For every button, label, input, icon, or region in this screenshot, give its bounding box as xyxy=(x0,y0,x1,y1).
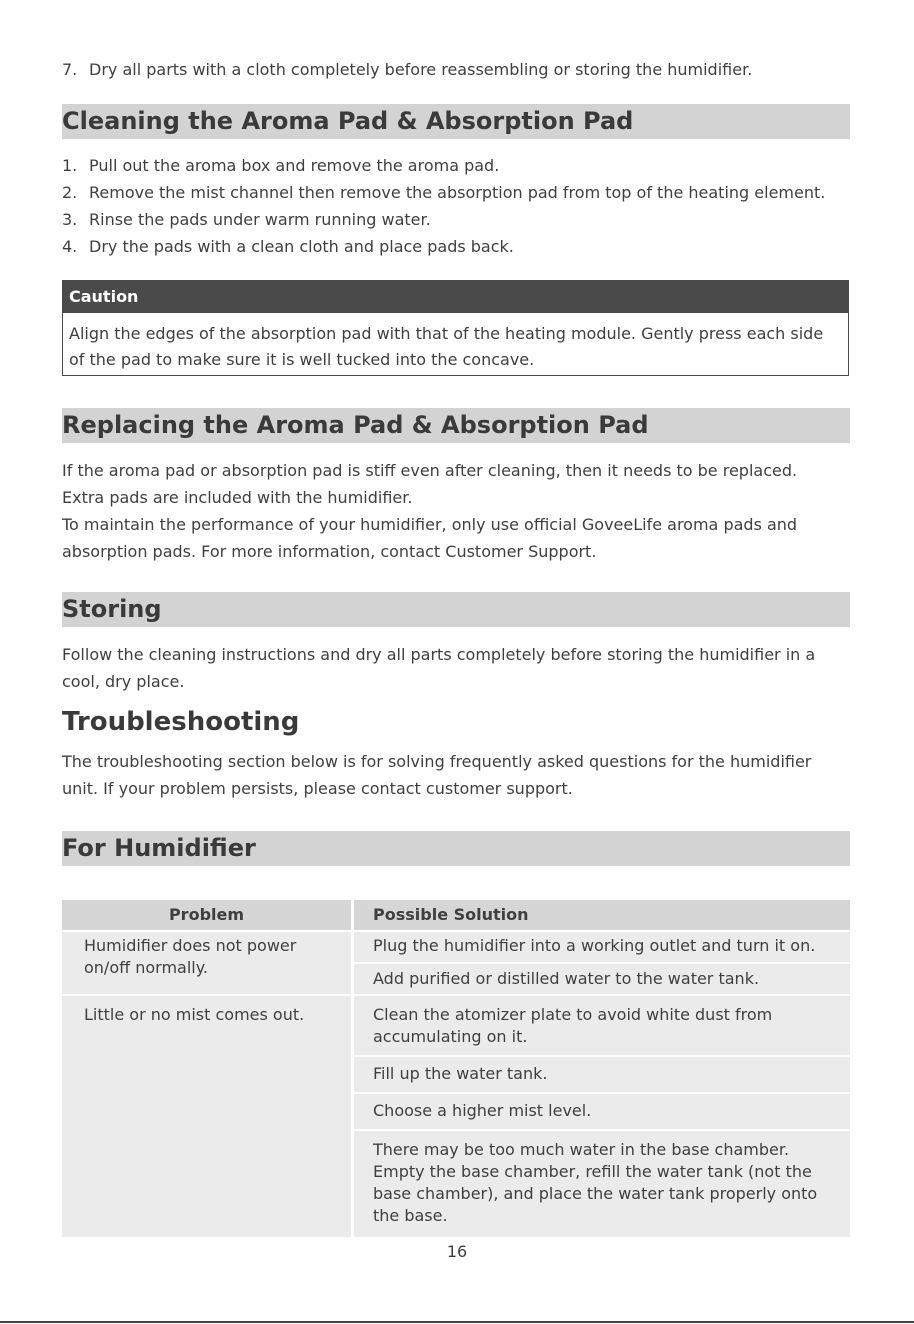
section-heading-bar xyxy=(62,831,850,866)
troubleshooting-title: Troubleshooting xyxy=(62,707,300,737)
paragraph-line: Extra pads are included with the humidifier. xyxy=(62,488,413,507)
solution-text xyxy=(373,1100,591,1122)
solution-text xyxy=(373,1139,817,1227)
step-text: Dry all parts with a cloth completely before reassembling or storing the humidifier. xyxy=(89,60,753,79)
paragraph-line: The troubleshooting section below is for solving frequently asked questions for the humidifier xyxy=(62,752,812,771)
section-heading-humidifier: For Humidifier xyxy=(62,834,256,862)
section-heading-bar xyxy=(62,408,850,443)
step-text: Rinse the pads under warm running water. xyxy=(89,210,431,229)
step-number: 3. xyxy=(62,210,78,229)
paragraph-line: If the aroma pad or absorption pad is stiff even after cleaning, then it needs to be replaced. xyxy=(62,461,798,480)
solution-line: Add purified or distilled water to the water tank. xyxy=(373,969,760,988)
column-header-problem: Problem xyxy=(168,905,245,924)
section-heading-replacing: Replacing the Aroma Pad & Absorption Pad xyxy=(62,411,649,439)
problem-line: Little or no mist comes out. xyxy=(84,1005,305,1024)
section-heading-bar xyxy=(62,104,850,139)
solution-line: Fill up the water tank. xyxy=(373,1064,548,1083)
problem-text xyxy=(84,1004,304,1026)
column-header-solution: Possible Solution xyxy=(373,905,529,924)
solution-text xyxy=(373,1063,547,1085)
step-text: Pull out the aroma box and remove the aroma pad. xyxy=(89,156,500,175)
step-number: 7. xyxy=(62,60,78,79)
page-number: 16 xyxy=(446,1242,468,1261)
table-cell-problem xyxy=(62,996,351,1237)
solution-text xyxy=(373,935,815,957)
solution-line: Choose a higher mist level. xyxy=(373,1101,592,1120)
solution-line: accumulating on it. xyxy=(373,1027,528,1046)
solution-text xyxy=(373,968,759,990)
problem-text xyxy=(84,935,296,979)
caution-line: of the pad to make sure it is well tucked into the concave. xyxy=(69,350,535,369)
step-text: Dry the pads with a clean cloth and place pads back. xyxy=(89,237,514,256)
solution-line: Empty the base chamber, refill the water tank (not the xyxy=(373,1162,812,1181)
section-heading-cleaning: Cleaning the Aroma Pad & Absorption Pad xyxy=(62,107,634,135)
solution-line: base chamber), and place the water tank properly onto xyxy=(373,1184,818,1203)
caution-body xyxy=(69,321,823,373)
step-number: 2. xyxy=(62,183,78,202)
paragraph-line: Follow the cleaning instructions and dry all parts completely before storing the humidifier in a xyxy=(62,645,816,664)
section-heading-bar xyxy=(62,592,850,627)
solution-line: the base. xyxy=(373,1206,448,1225)
caution-box xyxy=(62,280,849,376)
solution-line: Plug the humidifier into a working outlet and turn it on. xyxy=(373,936,816,955)
problem-line: on/off normally. xyxy=(84,958,208,977)
solution-line: There may be too much water in the base chamber. xyxy=(373,1140,790,1159)
step-text: Remove the mist channel then remove the absorption pad from top of the heating element. xyxy=(89,183,826,202)
solution-text xyxy=(373,1004,772,1048)
paragraph-line: To maintain the performance of your humidifier, only use official GoveeLife aroma pads and xyxy=(62,515,798,534)
caution-line: Align the edges of the absorption pad with that of the heating module. Gently press each side xyxy=(69,324,824,343)
page-bottom-rule xyxy=(0,1321,914,1323)
step-number: 1. xyxy=(62,156,78,175)
paragraph-line: unit. If your problem persists, please contact customer support. xyxy=(62,779,573,798)
paragraph-line: absorption pads. For more information, contact Customer Support. xyxy=(62,542,597,561)
paragraph-line: cool, dry place. xyxy=(62,672,185,691)
step-number: 4. xyxy=(62,237,78,256)
problem-line: Humidifier does not power xyxy=(84,936,297,955)
caution-title: Caution xyxy=(63,281,848,313)
solution-line: Clean the atomizer plate to avoid white dust from xyxy=(373,1005,773,1024)
section-heading-storing: Storing xyxy=(62,595,162,623)
